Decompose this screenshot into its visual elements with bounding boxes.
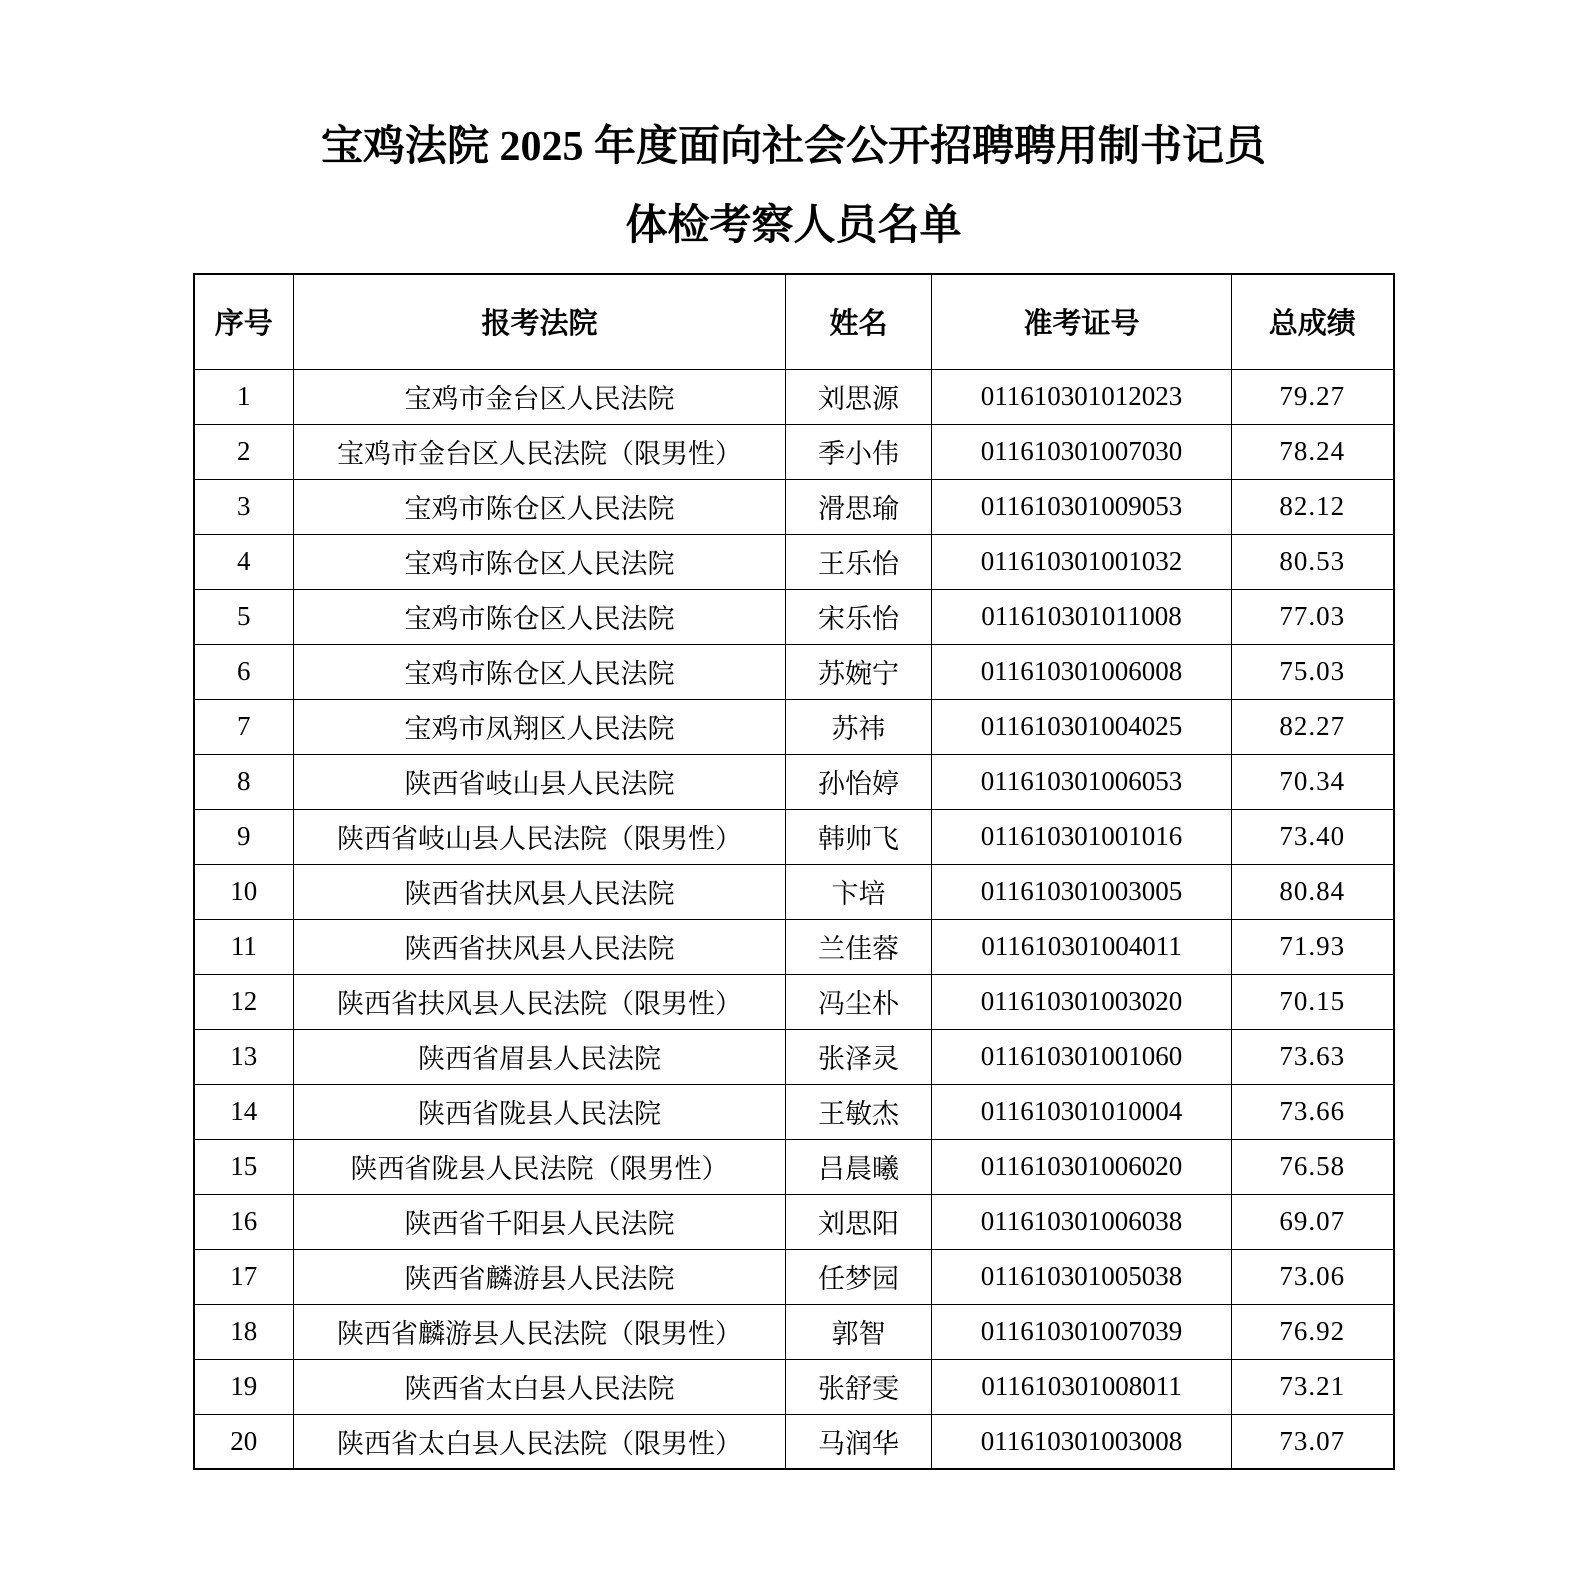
cell-name: 马润华 bbox=[786, 1414, 932, 1469]
cell-ticket: 011610301004011 bbox=[932, 919, 1232, 974]
table-row bbox=[194, 974, 1394, 1029]
cell-court: 陕西省陇县人民法院（限男性） bbox=[294, 1139, 786, 1194]
cell-name: 张泽灵 bbox=[786, 1029, 932, 1084]
cell-court: 陕西省麟游县人民法院 bbox=[294, 1249, 786, 1304]
cell-name: 兰佳蓉 bbox=[786, 919, 932, 974]
cell-seq: 10 bbox=[194, 864, 294, 919]
cell-score: 79.27 bbox=[1232, 369, 1394, 424]
cell-court: 陕西省扶风县人民法院 bbox=[294, 864, 786, 919]
cell-score: 77.03 bbox=[1232, 589, 1394, 644]
cell-name: 韩帅飞 bbox=[786, 809, 932, 864]
cell-court: 陕西省眉县人民法院 bbox=[294, 1029, 786, 1084]
cell-name: 王乐怡 bbox=[786, 534, 932, 589]
cell-seq: 11 bbox=[194, 919, 294, 974]
cell-name: 宋乐怡 bbox=[786, 589, 932, 644]
cell-score: 73.40 bbox=[1232, 809, 1394, 864]
cell-name: 吕晨曦 bbox=[786, 1139, 932, 1194]
candidates-table bbox=[193, 273, 1395, 1470]
table-row bbox=[194, 1139, 1394, 1194]
cell-court: 陕西省陇县人民法院 bbox=[294, 1084, 786, 1139]
cell-name: 刘思阳 bbox=[786, 1194, 932, 1249]
cell-name: 卞培 bbox=[786, 864, 932, 919]
cell-score: 75.03 bbox=[1232, 644, 1394, 699]
cell-court: 宝鸡市金台区人民法院 bbox=[294, 369, 786, 424]
cell-score: 70.34 bbox=[1232, 754, 1394, 809]
cell-score: 80.53 bbox=[1232, 534, 1394, 589]
header-score: 总成绩 bbox=[1232, 274, 1394, 369]
cell-ticket: 011610301009053 bbox=[932, 479, 1232, 534]
header-seq: 序号 bbox=[194, 274, 294, 369]
document-title-line2: 体检考察人员名单 bbox=[625, 203, 962, 249]
cell-score: 80.84 bbox=[1232, 864, 1394, 919]
cell-court: 宝鸡市陈仓区人民法院 bbox=[294, 479, 786, 534]
cell-court: 陕西省太白县人民法院（限男性） bbox=[294, 1414, 786, 1469]
cell-court: 宝鸡市凤翔区人民法院 bbox=[294, 699, 786, 754]
cell-name: 张舒雯 bbox=[786, 1359, 932, 1414]
cell-ticket: 011610301010004 bbox=[932, 1084, 1232, 1139]
table-row bbox=[194, 1414, 1394, 1469]
table-row bbox=[194, 1359, 1394, 1414]
cell-seq: 7 bbox=[194, 699, 294, 754]
cell-ticket: 011610301011008 bbox=[932, 589, 1232, 644]
cell-name: 滑思瑜 bbox=[786, 479, 932, 534]
cell-name: 季小伟 bbox=[786, 424, 932, 479]
table-row bbox=[194, 1084, 1394, 1139]
table-row bbox=[194, 919, 1394, 974]
table-row bbox=[194, 754, 1394, 809]
cell-score: 69.07 bbox=[1232, 1194, 1394, 1249]
table-body bbox=[194, 369, 1394, 1469]
cell-ticket: 011610301006020 bbox=[932, 1139, 1232, 1194]
cell-seq: 3 bbox=[194, 479, 294, 534]
cell-ticket: 011610301007039 bbox=[932, 1304, 1232, 1359]
cell-score: 82.12 bbox=[1232, 479, 1394, 534]
table-row bbox=[194, 809, 1394, 864]
cell-ticket: 011610301003020 bbox=[932, 974, 1232, 1029]
cell-name: 苏祎 bbox=[786, 699, 932, 754]
cell-seq: 6 bbox=[194, 644, 294, 699]
table-row bbox=[194, 369, 1394, 424]
cell-court: 宝鸡市陈仓区人民法院 bbox=[294, 589, 786, 644]
cell-ticket: 011610301004025 bbox=[932, 699, 1232, 754]
cell-score: 71.93 bbox=[1232, 919, 1394, 974]
cell-name: 任梦园 bbox=[786, 1249, 932, 1304]
cell-court: 陕西省太白县人民法院 bbox=[294, 1359, 786, 1414]
table-row bbox=[194, 1194, 1394, 1249]
cell-ticket: 011610301008011 bbox=[932, 1359, 1232, 1414]
cell-court: 陕西省岐山县人民法院 bbox=[294, 754, 786, 809]
cell-score: 76.92 bbox=[1232, 1304, 1394, 1359]
cell-court: 宝鸡市陈仓区人民法院 bbox=[294, 644, 786, 699]
cell-seq: 8 bbox=[194, 754, 294, 809]
cell-name: 郭智 bbox=[786, 1304, 932, 1359]
cell-ticket: 011610301006038 bbox=[932, 1194, 1232, 1249]
cell-seq: 19 bbox=[194, 1359, 294, 1414]
cell-score: 78.24 bbox=[1232, 424, 1394, 479]
cell-court: 陕西省岐山县人民法院（限男性） bbox=[294, 809, 786, 864]
table-row bbox=[194, 699, 1394, 754]
cell-seq: 14 bbox=[194, 1084, 294, 1139]
cell-ticket: 011610301001016 bbox=[932, 809, 1232, 864]
cell-seq: 16 bbox=[194, 1194, 294, 1249]
table-row bbox=[194, 479, 1394, 534]
cell-score: 73.63 bbox=[1232, 1029, 1394, 1084]
cell-seq: 1 bbox=[194, 369, 294, 424]
cell-name: 孙怡婷 bbox=[786, 754, 932, 809]
table-row bbox=[194, 589, 1394, 644]
cell-score: 73.66 bbox=[1232, 1084, 1394, 1139]
cell-ticket: 011610301012023 bbox=[932, 369, 1232, 424]
header-ticket: 准考证号 bbox=[932, 274, 1232, 369]
cell-ticket: 011610301001060 bbox=[932, 1029, 1232, 1084]
cell-score: 82.27 bbox=[1232, 699, 1394, 754]
cell-seq: 4 bbox=[194, 534, 294, 589]
header-court: 报考法院 bbox=[294, 274, 786, 369]
cell-court: 宝鸡市陈仓区人民法院 bbox=[294, 534, 786, 589]
table-row bbox=[194, 1029, 1394, 1084]
cell-ticket: 011610301003008 bbox=[932, 1414, 1232, 1469]
cell-name: 王敏杰 bbox=[786, 1084, 932, 1139]
cell-ticket: 011610301005038 bbox=[932, 1249, 1232, 1304]
table-row bbox=[194, 1304, 1394, 1359]
cell-score: 70.15 bbox=[1232, 974, 1394, 1029]
cell-ticket: 011610301001032 bbox=[932, 534, 1232, 589]
cell-court: 陕西省扶风县人民法院（限男性） bbox=[294, 974, 786, 1029]
cell-court: 陕西省扶风县人民法院 bbox=[294, 919, 786, 974]
cell-score: 76.58 bbox=[1232, 1139, 1394, 1194]
table-row bbox=[194, 534, 1394, 589]
table-row bbox=[194, 1249, 1394, 1304]
cell-seq: 18 bbox=[194, 1304, 294, 1359]
cell-name: 刘思源 bbox=[786, 369, 932, 424]
cell-seq: 5 bbox=[194, 589, 294, 644]
cell-ticket: 011610301006008 bbox=[932, 644, 1232, 699]
cell-court: 陕西省千阳县人民法院 bbox=[294, 1194, 786, 1249]
cell-score: 73.21 bbox=[1232, 1359, 1394, 1414]
cell-court: 陕西省麟游县人民法院（限男性） bbox=[294, 1304, 786, 1359]
header-name: 姓名 bbox=[786, 274, 932, 369]
cell-seq: 9 bbox=[194, 809, 294, 864]
cell-seq: 13 bbox=[194, 1029, 294, 1084]
cell-seq: 17 bbox=[194, 1249, 294, 1304]
cell-ticket: 011610301006053 bbox=[932, 754, 1232, 809]
table-row bbox=[194, 864, 1394, 919]
header-row bbox=[194, 274, 1394, 369]
cell-score: 73.07 bbox=[1232, 1414, 1394, 1469]
cell-name: 苏婉宁 bbox=[786, 644, 932, 699]
cell-ticket: 011610301003005 bbox=[932, 864, 1232, 919]
cell-seq: 2 bbox=[194, 424, 294, 479]
table-row bbox=[194, 424, 1394, 479]
cell-seq: 15 bbox=[194, 1139, 294, 1194]
cell-court: 宝鸡市金台区人民法院（限男性） bbox=[294, 424, 786, 479]
cell-ticket: 011610301007030 bbox=[932, 424, 1232, 479]
cell-seq: 12 bbox=[194, 974, 294, 1029]
table-row bbox=[194, 644, 1394, 699]
document-title-line1: 宝鸡法院 2025 年度面向社会公开招聘聘用制书记员 bbox=[320, 124, 1266, 170]
cell-seq: 20 bbox=[194, 1414, 294, 1469]
cell-name: 冯尘朴 bbox=[786, 974, 932, 1029]
cell-score: 73.06 bbox=[1232, 1249, 1394, 1304]
